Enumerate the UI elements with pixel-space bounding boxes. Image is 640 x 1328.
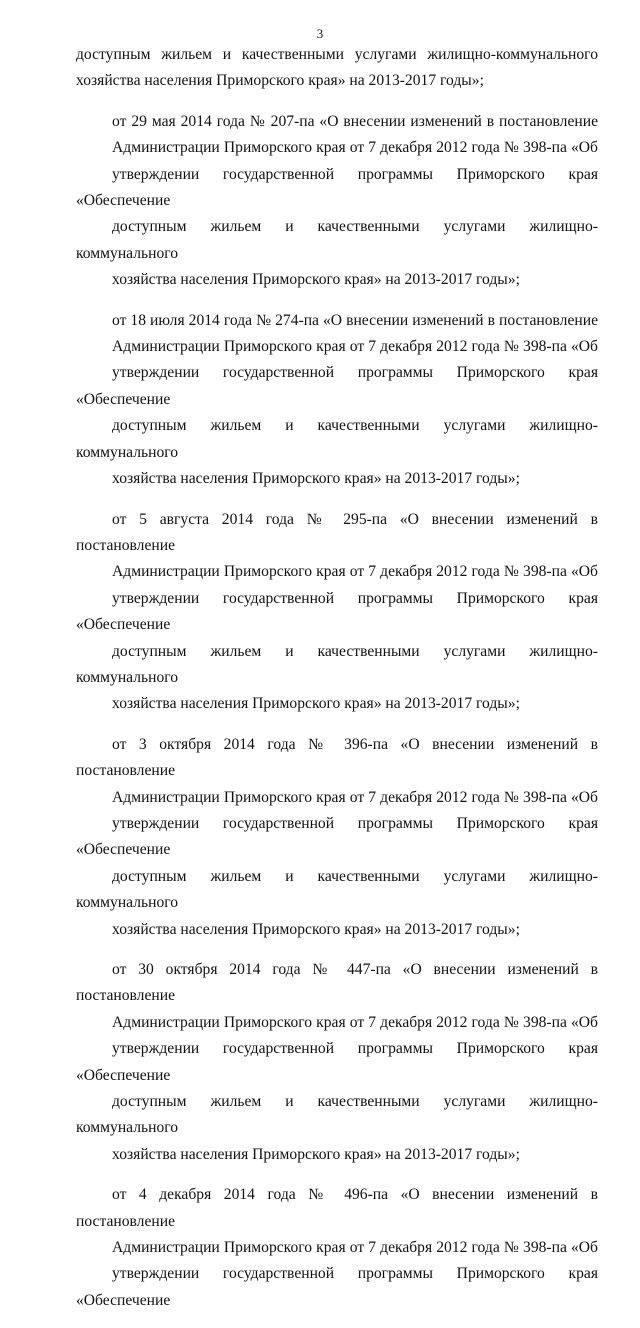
paragraph <box>76 957 598 1168</box>
paragraph <box>76 42 598 95</box>
text-line: Администрации Приморского края от 7 декабря 2012 года № 398-па «Об <box>112 139 598 157</box>
text-line: Администрации Приморского края от 7 декабря 2012 года № 398-па «Об <box>112 563 598 581</box>
text-line: утверждении государственной программы Приморского края «Обеспечение <box>76 165 598 210</box>
text-line: Администрации Приморского края от 7 декабря 2012 года № 398-па «Об <box>112 788 598 806</box>
paragraph <box>76 1182 598 1314</box>
text-line: от 3 октября 2014 года № 396-па «О внесении изменений в постановление <box>76 735 598 780</box>
text-line: хозяйства населения Приморского края» на 2013-2017 годы»; <box>112 920 520 938</box>
paragraph <box>76 507 598 718</box>
text-line: утверждении государственной программы Приморского края «Обеспечение <box>76 814 598 859</box>
text-line: хозяйства населения Приморского края» на 2013-2017 годы»; <box>76 72 484 90</box>
text-line: от 5 августа 2014 года № 295-па «О внесении изменений в постановление <box>76 510 598 554</box>
text-line: доступным жильем и качественными услугами жилищно-коммунального <box>76 867 598 912</box>
paragraph <box>76 109 598 294</box>
text-line: от 4 декабря 2014 года № 496-па «О внесении изменений в постановление <box>76 1186 598 1230</box>
text-line: доступным жильем и качественными услугами жилищно-коммунального <box>76 218 598 262</box>
text-line: хозяйства населения Приморского края» на 2013-2017 годы»; <box>112 470 520 488</box>
text-line: доступным жильем и качественными услугами жилищно-коммунального <box>76 642 598 686</box>
page-number: 3 <box>316 26 324 41</box>
paragraph <box>76 308 598 493</box>
text-line: от 18 июля 2014 года № 274-па «О внесении изменений в постановление <box>112 311 598 329</box>
text-line: доступным жильем и качественными услугами жилищно-коммунального <box>76 46 598 63</box>
text-line: Администрации Приморского края от 7 декабря 2012 года № 398-па «Об <box>112 338 598 356</box>
text-line: Администрации Приморского края от 7 декабря 2012 года № 398-па «Об <box>112 1239 598 1257</box>
paragraph <box>76 732 598 943</box>
text-line: доступным жильем и качественными услугами жилищно-коммунального <box>76 417 598 461</box>
text-line: от 29 мая 2014 года № 207-па «О внесении изменений в постановление <box>112 112 598 130</box>
document-body <box>76 42 598 1328</box>
text-line: Администрации Приморского края от 7 декабря 2012 года № 398-па «Об <box>112 1013 598 1031</box>
text-line: утверждении государственной программы Приморского края «Обеспечение <box>76 1265 598 1309</box>
text-line: утверждении государственной программы Приморского края «Обеспечение <box>76 1040 598 1084</box>
text-line: от 30 октября 2014 года № 447-па «О внесении изменений в постановление <box>76 961 598 1005</box>
text-line: утверждении государственной программы Приморского края «Обеспечение <box>76 589 598 634</box>
text-line: хозяйства населения Приморского края» на 2013-2017 годы»; <box>112 1145 520 1163</box>
text-line: хозяйства населения Приморского края» на 2013-2017 годы»; <box>112 271 520 289</box>
text-line: доступным жильем и качественными услугами жилищно-коммунального <box>76 1093 598 1137</box>
text-line: хозяйства населения Приморского края» на 2013-2017 годы»; <box>112 695 520 713</box>
text-line: утверждении государственной программы Приморского края «Обеспечение <box>76 364 598 408</box>
